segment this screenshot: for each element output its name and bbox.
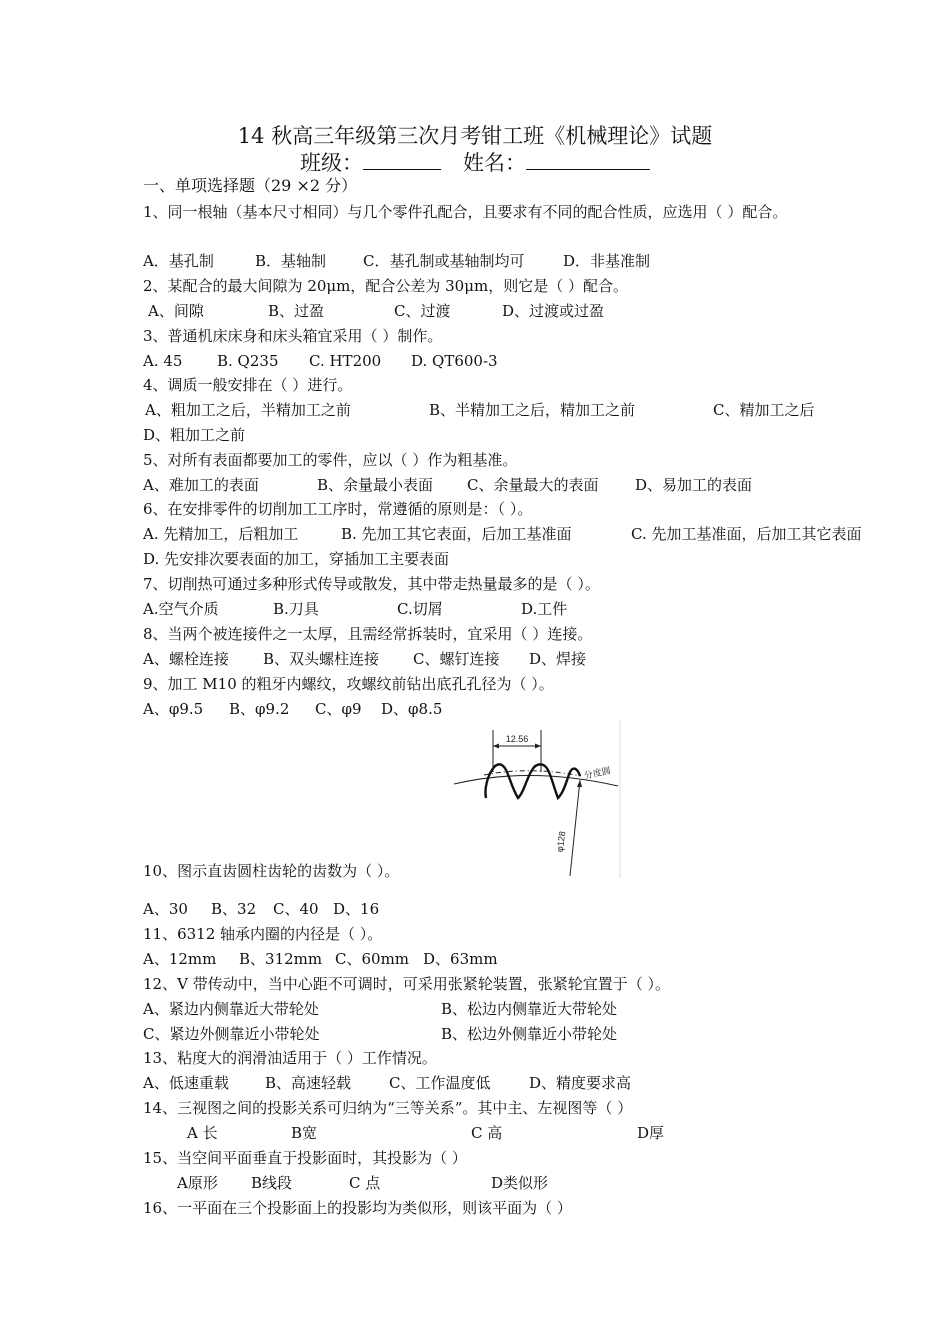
option: A.空气介质 [143,600,219,618]
question-11-options [143,949,813,969]
option: B、32 [211,900,257,918]
question-6-stem: 6、在安排零件的切削加工工序时，常遵循的原则是：（ ）。 [143,500,533,518]
option: C．基孔制或基轴制均可 [363,252,525,270]
question-15-stem: 15、当空间平面垂直于投影面时，其投影为（ ） [143,1149,467,1167]
option: D、粗加工之前 [143,426,246,444]
option: B. 先加工其它表面，后加工基准面 [341,525,572,543]
question-2-stem: 2、某配合的最大间隙为 20μm，配合公差为 30μm，则它是（ ）配合。 [143,277,628,295]
option: B线段 [251,1174,293,1192]
question-1-stem: 1、同一根轴（基本尺寸相同）与几个零件孔配合，且要求有不同的配合性质，应选用（ ）配合。 [143,203,788,221]
name-label: 姓名： [463,151,526,175]
option: D、16 [333,900,380,918]
option: B、φ9.2 [229,700,290,718]
option: C.切屑 [397,600,443,618]
question-10-options [143,899,813,919]
option: D. 先安排次要表面的加工，穿插加工主要表面 [143,550,450,568]
question-10-stem: 10、图示直齿圆柱齿轮的齿数为（ ）。 [143,862,400,880]
student-info-row [0,149,950,176]
option: A. 45 [143,352,183,370]
option: C、工作温度低 [389,1074,491,1092]
question-2-options [148,301,818,321]
option: A、粗加工之后，半精加工之前 [145,401,351,419]
option: D. QT600-3 [411,352,498,370]
option: B、松边内侧靠近大带轮处 [441,1000,618,1018]
option: D厚 [637,1124,665,1142]
question-11-stem: 11、6312 轴承内圈的内径是（ ）。 [143,925,383,943]
question-14-stem: 14、三视图之间的投影关系可归纳为“三等关系”。其中主、左视图等（ ） [143,1099,633,1117]
question-8-options [143,649,813,669]
question-12-options-cont [143,1024,813,1044]
exam-title: 14 秋高三年级第三次月考钳工班《机械理论》试题 [237,124,713,148]
question-13-stem: 13、粘度大的润滑油适用于（ ）工作情况。 [143,1049,437,1067]
option: D类似形 [491,1174,549,1192]
option: A 长 [187,1124,218,1142]
pitch-circle-label: 分度圆 [583,766,612,782]
option: A．基孔制 [143,252,214,270]
option: B.刀具 [273,600,319,618]
option: C 点 [349,1174,381,1192]
option: C、精加工之后 [713,401,815,419]
option: B. Q235 [217,352,279,370]
question-16-stem: 16、一平面在三个投影面上的投影均为类似形，则该平面为（ ） [143,1199,572,1217]
question-9-stem: 9、加工 M10 的粗牙内螺纹，攻螺纹前钻出底孔孔径为（ ）。 [143,675,554,693]
question-4-options-cont [143,425,813,445]
option: A、φ9.5 [143,700,204,718]
option: B、余量最小表面 [317,476,434,494]
option: D、φ8.5 [381,700,443,718]
pitch-dimension-label: 12.56 [505,734,529,744]
option: A、低速重载 [143,1074,229,1092]
question-8-stem: 8、当两个被连接件之一太厚，且需经常拆装时，宜采用（ ）连接。 [143,625,593,643]
option: C. HT200 [309,352,382,370]
option: C、40 [273,900,319,918]
option: D、焊接 [529,650,587,668]
option: A、紧边内侧靠近大带轮处 [143,1000,319,1018]
option: A、30 [143,900,188,918]
option: B、双头螺柱连接 [263,650,380,668]
option: B、312mm [239,950,323,968]
question-1-options [143,251,813,271]
option: D、精度要求高 [529,1074,632,1092]
question-6-options [143,524,862,544]
question-13-options [143,1073,813,1093]
option: D、易加工的表面 [635,476,753,494]
class-blank [363,149,441,170]
option: D、63mm [423,950,498,968]
option: C. 先加工基准面，后加工其它表面 [631,525,862,543]
section-heading: 一、单项选择题（29 ×2 分） [143,176,358,195]
option: B、过盈 [268,302,325,320]
question-5-options [143,475,813,495]
option: D．非基准制 [563,252,651,270]
gear-tooth-diagram [446,720,622,878]
diameter-label: φ128 [554,830,568,853]
option: D、过渡或过盈 [502,302,605,320]
option: A. 先精加工，后粗加工 [143,525,299,543]
option: A原形 [177,1174,218,1192]
question-7-options [143,599,813,619]
question-9-options [143,699,813,719]
option: B、松边外侧靠近小带轮处 [441,1025,618,1043]
class-label: 班级： [300,151,363,175]
option: C、紧边外侧靠近小带轮处 [143,1025,320,1043]
question-6-options-cont [143,549,813,569]
question-12-stem: 12、V 带传动中，当中心距不可调时，可采用张紧轮装置，张紧轮宜置于（ ）。 [143,975,670,993]
question-7-stem: 7、切削热可通过多种形式传导或散发，其中带走热量最多的是（ ）。 [143,575,600,593]
option: B．基轴制 [255,252,327,270]
option: A、间隙 [148,302,204,320]
question-12-options [143,999,813,1019]
option: C、余量最大的表面 [467,476,599,494]
option: A、12mm [143,950,217,968]
question-3-stem: 3、普通机床床身和床头箱宜采用（ ）制作。 [143,327,443,345]
question-15-options [177,1173,847,1193]
option: A、难加工的表面 [143,476,259,494]
option: D.工件 [521,600,568,618]
option: B、高速轻载 [265,1074,352,1092]
question-4-options [145,400,815,420]
option: B宽 [291,1124,318,1142]
question-4-stem: 4、调质一般安排在（ ）进行。 [143,376,353,394]
question-14-options [187,1123,857,1143]
question-5-stem: 5、对所有表面都要加工的零件，应以（ ）作为粗基准。 [143,451,518,469]
name-blank [526,149,650,170]
option: C、φ9 [315,700,362,718]
option: B、半精加工之后，精加工之前 [429,401,636,419]
option: C 高 [471,1124,503,1142]
option: C、过渡 [394,302,451,320]
option: C、60mm [335,950,410,968]
option: C、螺钉连接 [413,650,500,668]
question-3-options [143,351,813,371]
option: A、螺栓连接 [143,650,229,668]
